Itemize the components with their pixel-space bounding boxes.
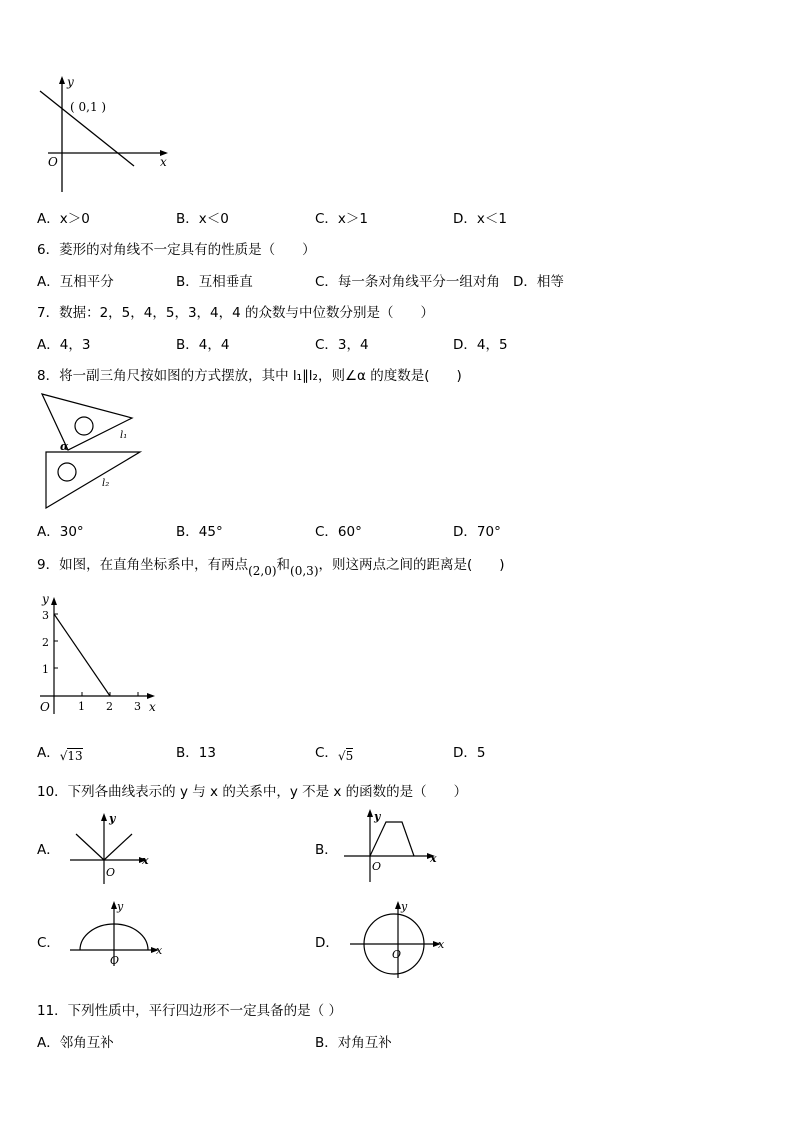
q10-graph-c <box>64 898 164 970</box>
q10-graph-a <box>64 808 156 886</box>
sqrt-symbol: √ <box>337 749 346 763</box>
q7-option-d: D．4，5 <box>453 337 508 353</box>
q9-stem-post: ，则这两点之间的距离是( ) <box>318 557 505 573</box>
q9-stem-pre: 9．如图，在直角坐标系中，有两点 <box>37 557 249 573</box>
q9-y-tick-2: 2 <box>42 636 49 649</box>
q9-stem <box>37 553 505 578</box>
svg-text:y: y <box>109 812 116 825</box>
sqrt-symbol: √ <box>59 749 68 763</box>
q8-stem: 8．将一副三角尺按如图的方式摆放，其中 l₁∥l₂，则∠α 的度数是( ) <box>37 368 462 384</box>
q5-option-a: A．x＞0 <box>37 211 90 227</box>
q9-origin-label: O <box>40 700 50 714</box>
svg-text:O: O <box>106 866 116 879</box>
q10-stem: 10．下列各曲线表示的 y 与 x 的关系中，y 不是 x 的函数的是（ ） <box>37 784 468 800</box>
q10-option-a-label: A． <box>37 842 60 858</box>
q8-l1-label: l₁ <box>120 430 128 441</box>
q9-x-tick-3: 3 <box>134 700 141 713</box>
q8-upper-triangle <box>42 394 132 450</box>
q9-option-c-prefix: C． <box>315 745 338 761</box>
q5-y-arrow <box>59 76 65 84</box>
q9-option-c-radicand: 5 <box>345 749 354 763</box>
q6-option-c: C．每一条对角线平分一组对角 <box>315 274 500 290</box>
q9-segment <box>54 614 110 696</box>
svg-text:x: x <box>438 938 445 951</box>
q8-alpha-label: α <box>60 440 69 453</box>
q9-point-2: (0,3) <box>290 564 319 578</box>
svg-text:x: x <box>430 852 437 865</box>
q10-a-curve-left <box>76 834 104 860</box>
q7-option-c: C．3，4 <box>315 337 369 353</box>
svg-text:O: O <box>392 948 402 961</box>
q8-figure <box>36 390 146 512</box>
q10-option-d-label: D． <box>315 935 339 951</box>
q7-stem: 7．数据：2，5，4，5，3，4，4 的众数与中位数分别是（ ） <box>37 305 435 321</box>
q5-x-label: x <box>160 155 167 169</box>
q8-upper-circle <box>75 417 93 435</box>
q10-option-c-label: C． <box>37 935 60 951</box>
q9-y-tick-3: 3 <box>42 609 49 622</box>
q8-l2-label: l₂ <box>102 478 110 489</box>
q5-origin-label: O <box>48 155 58 169</box>
q6-option-d: D．相等 <box>513 274 564 290</box>
q7-option-b: B．4，4 <box>176 337 230 353</box>
q6-stem: 6．菱形的对角线不一定具有的性质是（ ） <box>37 242 316 258</box>
svg-text:x: x <box>142 854 149 867</box>
svg-text:y: y <box>401 900 408 913</box>
q9-x-label: x <box>149 700 156 714</box>
q11-option-b: B．对角互补 <box>315 1035 392 1051</box>
q9-x-tick-1: 1 <box>78 700 85 713</box>
q10-graph-b <box>340 806 440 886</box>
q9-option-b: B．13 <box>176 745 216 761</box>
q5-option-b: B．x＜0 <box>176 211 229 227</box>
svg-text:y: y <box>374 810 381 823</box>
q9-option-a-radicand: 13 <box>67 749 83 763</box>
q9-x-arrow <box>147 693 155 699</box>
q8-lower-triangle <box>46 452 140 508</box>
q9-point-1: (2,0) <box>248 564 277 578</box>
q5-point-label: ( 0,1 ) <box>70 100 107 114</box>
q7-option-a: A．4，3 <box>37 337 91 353</box>
q5-option-c: C．x＞1 <box>315 211 369 227</box>
q10-graph-d <box>346 898 446 980</box>
q6-option-b: B．互相垂直 <box>176 274 253 290</box>
q9-y-label: y <box>42 592 49 606</box>
q9-option-a-prefix: A． <box>37 745 60 761</box>
q9-figure <box>32 590 164 718</box>
q9-x-tick-2: 2 <box>106 700 113 713</box>
q11-option-a: A．邻角互补 <box>37 1035 114 1051</box>
q5-y-label: y <box>67 75 74 89</box>
q11-stem: 11．下列性质中，平行四边形不一定具备的是（ ） <box>37 1003 342 1019</box>
q9-option-c <box>315 741 353 761</box>
q5-option-d: D．x＜1 <box>453 211 507 227</box>
q10-a-curve-right <box>104 834 132 860</box>
q10-option-b-label: B． <box>315 842 338 858</box>
q5-figure <box>34 74 174 196</box>
q10-b-curve <box>370 822 414 856</box>
q9-y-arrow <box>51 597 57 605</box>
q8-option-c: C．60° <box>315 524 362 540</box>
q8-option-b: B．45° <box>176 524 223 540</box>
q9-option-d: D．5 <box>453 745 486 761</box>
q9-stem-mid: 和 <box>276 557 291 573</box>
q8-lower-circle <box>58 463 76 481</box>
svg-text:O: O <box>110 954 120 967</box>
q9-option-a <box>37 741 83 761</box>
svg-text:O: O <box>372 860 382 873</box>
q9-y-tick-1: 1 <box>42 663 49 676</box>
svg-text:y: y <box>117 900 124 913</box>
svg-text:x: x <box>156 944 163 957</box>
q8-option-a: A．30° <box>37 524 84 540</box>
q6-option-a: A．互相平分 <box>37 274 114 290</box>
q8-option-d: D．70° <box>453 524 501 540</box>
